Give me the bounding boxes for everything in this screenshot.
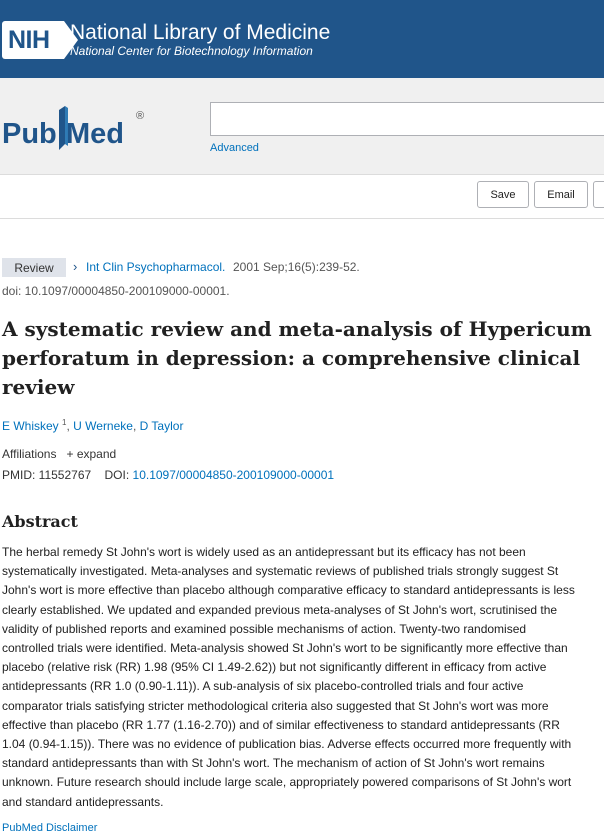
abstract-heading: Abstract <box>2 512 78 531</box>
affiliations-row[interactable] <box>2 447 116 461</box>
pubmed-disclaimer-link[interactable]: PubMed Disclaimer <box>2 822 98 834</box>
logo-pub: Pub <box>2 118 57 150</box>
doi-link[interactable]: 10.1097/00004850-200109000-00001 <box>132 468 335 482</box>
publication-type-badge: Review <box>2 258 66 277</box>
citation-doi: doi: 10.1097/00004850-200109000-00001. <box>2 284 230 298</box>
save-button[interactable]: Save <box>477 181 529 208</box>
advanced-search-link[interactable]: Advanced <box>210 142 259 154</box>
doi-label: DOI: <box>104 468 130 482</box>
search-input[interactable] <box>210 102 604 136</box>
author-link[interactable]: E Whiskey <box>2 419 59 433</box>
author-link[interactable]: U Werneke <box>73 419 133 433</box>
logo-registered: ® <box>136 110 145 122</box>
email-button[interactable]: Email <box>534 181 588 208</box>
logo-med: Med <box>66 118 124 150</box>
article-title: A systematic review and meta-analysis of Hypericum perforatum in depression: a comprehensive clinical review <box>2 317 592 399</box>
author-list: E Whiskey $^1$, U Werneke, D Taylor <box>2 418 184 433</box>
chevron-right-icon[interactable]: › <box>73 259 78 274</box>
abstract-text: The herbal remedy St John's wort is widely used as an antidepressant but its efficacy has not been systematically investigated. Meta-analyses and systematic reviews of published trials strongly suggest St John's wort is more effective than placebo although comparative efficacy to standard antidepressants is less clearly established. We updated and expanded previous meta-analyses of St John's wort, scrutinised the validity of published reports and examined possible mechanisms of action. Twenty-two randomised controlled trials were identified. Meta-analysis showed St John's wort to be significantly more effective than placebo (relative risk (RR) 1.98 (95% CI 1.49-2.62)) but not significantly different in efficacy from active antidepressants (RR 1.0 (0.90-1.11)). A sub-analysis of six placebo-controlled trials and four active comparator trials satisfying stricter methodological criteria also suggested that St John's wort was more effective than placebo (RR 1.77 (1.16-2.70)) and of similar effectiveness to standard antidepressants (RR 1.04 (0.94-1.15)). There was no evidence of publication bias. Adverse effects occurred more frequently with standard antidepressants than with St John's wort. The mechanism of action of St John's wort remains unknown. Future research should include large scale, appropriately powered comparisons of St John's wort and standard antidepressants. <box>2 545 575 809</box>
pmid: PMID: 11552767 <box>2 468 92 482</box>
author-link[interactable]: D Taylor <box>139 419 184 433</box>
nih-subtitle: National Center for Biotechnology Information <box>70 44 313 58</box>
expand-toggle[interactable]: + expand <box>66 447 117 461</box>
nih-title[interactable]: National Library of Medicine <box>70 21 331 44</box>
search-area <box>0 78 604 175</box>
journal-link[interactable]: Int Clin Psychopharmacol. <box>86 260 226 274</box>
affiliations-label: Affiliations <box>2 447 57 461</box>
action-bar <box>0 175 604 219</box>
nih-logo[interactable]: NIH <box>2 21 64 59</box>
nih-header <box>0 0 604 78</box>
identifiers <box>2 468 334 482</box>
citation-date: 2001 Sep;16(5):239-52. <box>233 260 360 274</box>
affiliation-marker[interactable]: 1 <box>62 418 67 427</box>
more-actions-button[interactable] <box>593 181 604 208</box>
